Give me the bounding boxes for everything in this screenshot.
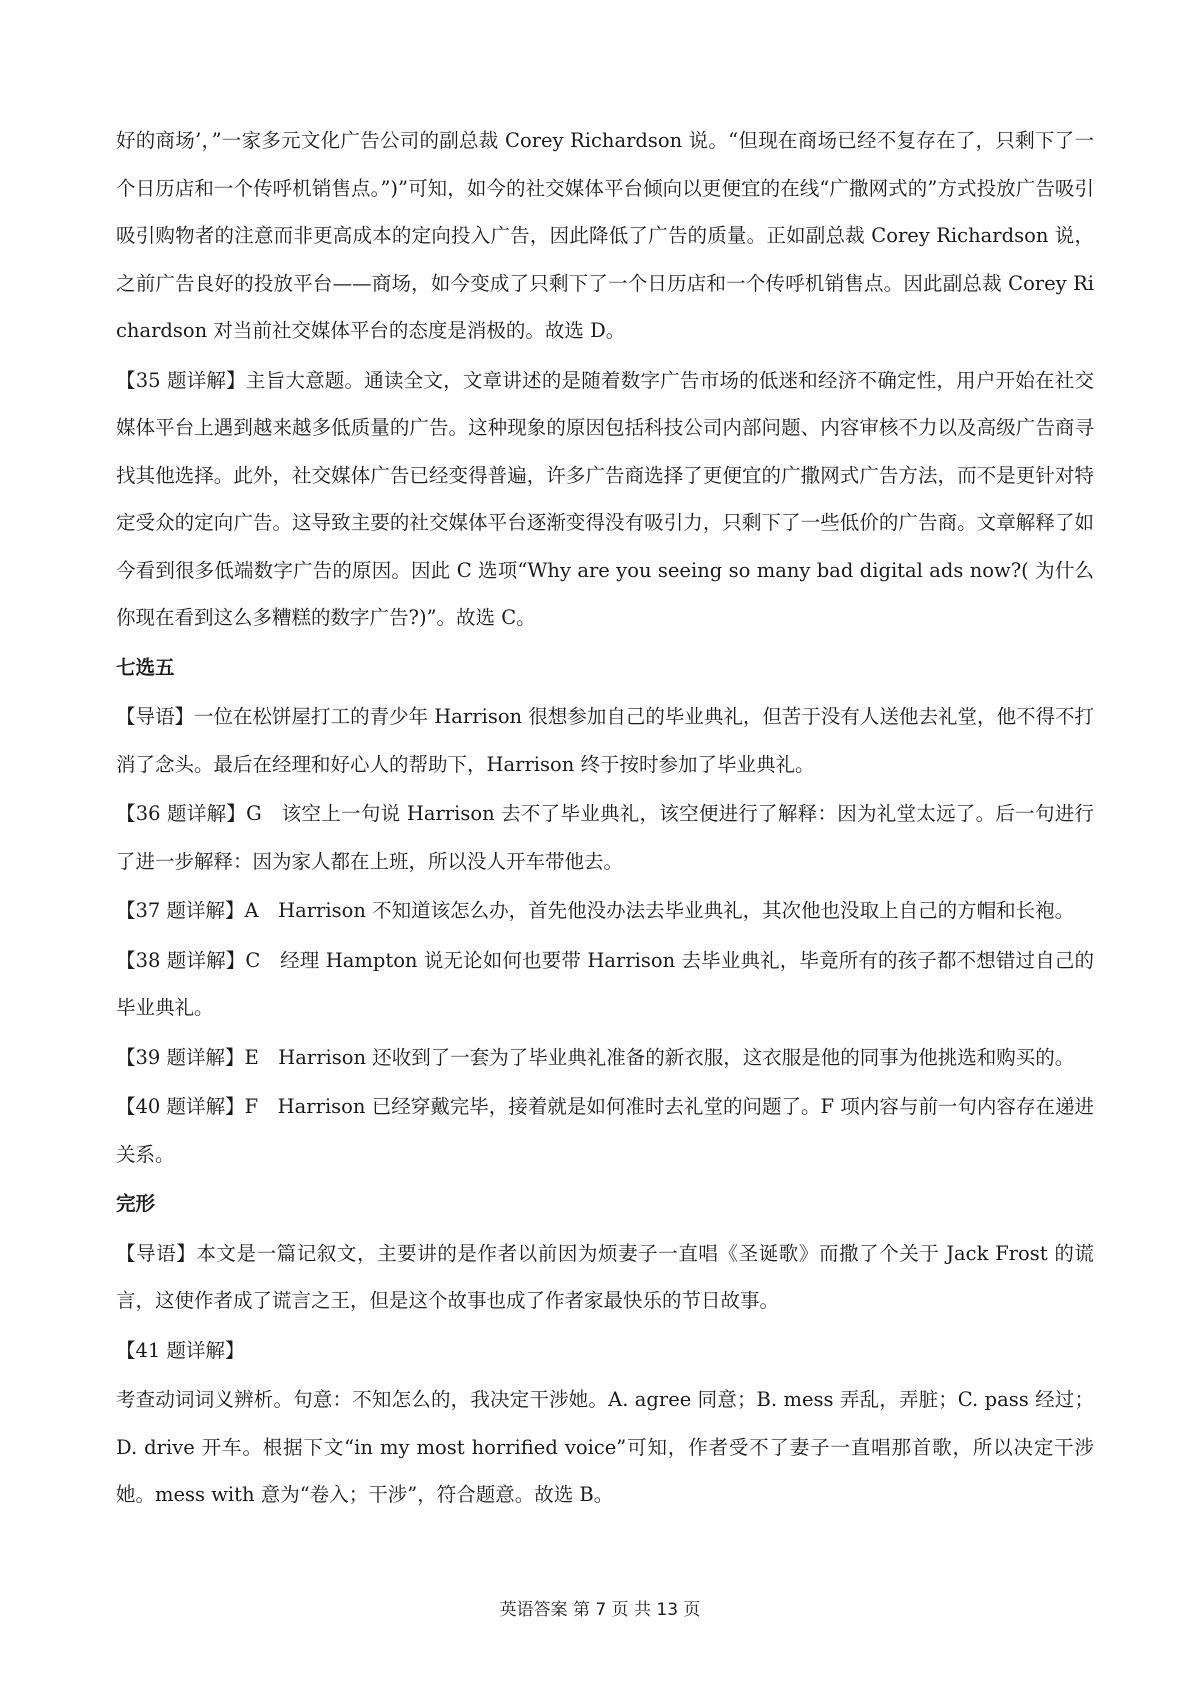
page-footer: 英语答案 第 7 页 共 13 页 [499,1600,701,1620]
paragraph-38-explanation: 【38 题详解】C 经理 Hampton 说无论如何也要带 Harrison 去毕业典礼，毕竟所有的孩子都不想错过自己的毕业典礼。 [116,948,1094,1019]
paragraph-41-explanation: 考查动词词义辨析。句意：不知怎么的，我决定干涉她。A. agree 同意；B. mess 弄乱，弄脏；C. pass 经过；D. drive 开车。根据下文“in my most horrified voice”可知，作者受不了妻子一直唱那首歌，所以决定干涉她。mess with 意为“卷入；干涉”，符合题意。故选 B。 [116,1388,1094,1506]
document-body [116,117,1094,1521]
intro-paragraph-wanxing: 【导语】本文是一篇记叙文，主要讲的是作者以前因为烦妻子一直唱《圣诞歌》而撒了个关于 Jack Frost 的谎言，这使作者成了谎言之王，但是这个故事也成了作者家最快乐的节日故事。 [116,1241,1094,1312]
paragraph-34-continued: 好的商场’，”一家多元文化广告公司的副总裁 Corey Richardson 说。“但现在商场已经不复存在了，只剩下了一个日历店和一个传呼机销售点。”)”可知，如今的社交媒体平台倾向以更便宜的在线“广撒网式的”方式投放广告吸引吸引购物者的注意而非更高成本的定向投入广告，因此降低了广告的质量。正如副总裁 Corey Richardson 说，之前广告良好的投放平台——商场，如今变成了只剩下了一个日历店和一个传呼机销售点。因此副总裁 Corey Richardson 对当前社交媒体平台的态度是消极的。故选 D。 [116,129,1094,342]
paragraph-35-explanation: 【35 题详解】主旨大意题。通读全文，文章讲述的是随着数字广告市场的低迷和经济不确定性，用户开始在社交媒体平台上遇到越来越多低质量的广告。这种现象的原因包括科技公司内部问题、内容审核不力以及高级广告商寻找其他选择。此外，社交媒体广告已经变得普遍，许多广告商选择了更便宜的广撒网式广告方法，而不是更针对特定受众的定向广告。这导致主要的社交媒体平台逐渐变得没有吸引力，只剩下了一些低价的广告商。文章解释了如今看到很多低端数字广告的原因。因此 C 选项“Why are you seeing so many bad digital ads now?( 为什么你现在看到这么多糟糕的数字广告?)”。故选 C。 [116,368,1094,629]
paragraph-36-explanation: 【36 题详解】G 该空上一句说 Harrison 去不了毕业典礼，该空便进行了解释：因为礼堂太远了。后一句进行了进一步解释：因为家人都在上班，所以没人开车带他去。 [116,802,1094,873]
section-heading-wanxing: 完形 [116,1192,156,1215]
paragraph-41-heading: 【41 题详解】 [116,1338,245,1362]
paragraph-37-explanation: 【37 题详解】A Harrison 不知道该怎么办，首先他没办法去毕业典礼，其次他也没取上自己的方帽和长袍。 [116,899,1075,922]
paragraph-39-explanation: 【39 题详解】E Harrison 还收到了一套为了毕业典礼准备的新衣服，这衣服是他的同事为他挑选和购买的。 [116,1045,1075,1069]
paragraph-40-explanation: 【40 题详解】F Harrison 已经穿戴完毕，接着就是如何准时去礼堂的问题了。F 项内容与前一句内容存在递进关系。 [116,1095,1094,1166]
section-heading-qixuanwu: 七选五 [116,655,175,679]
intro-paragraph-qixuanwu: 【导语】一位在松饼屋打工的青少年 Harrison 很想参加自己的毕业典礼，但苦于没有人送他去礼堂，他不得不打消了念头。最后在经理和好心人的帮助下，Harrison 终于按时参加了毕业典礼。 [116,705,1094,776]
